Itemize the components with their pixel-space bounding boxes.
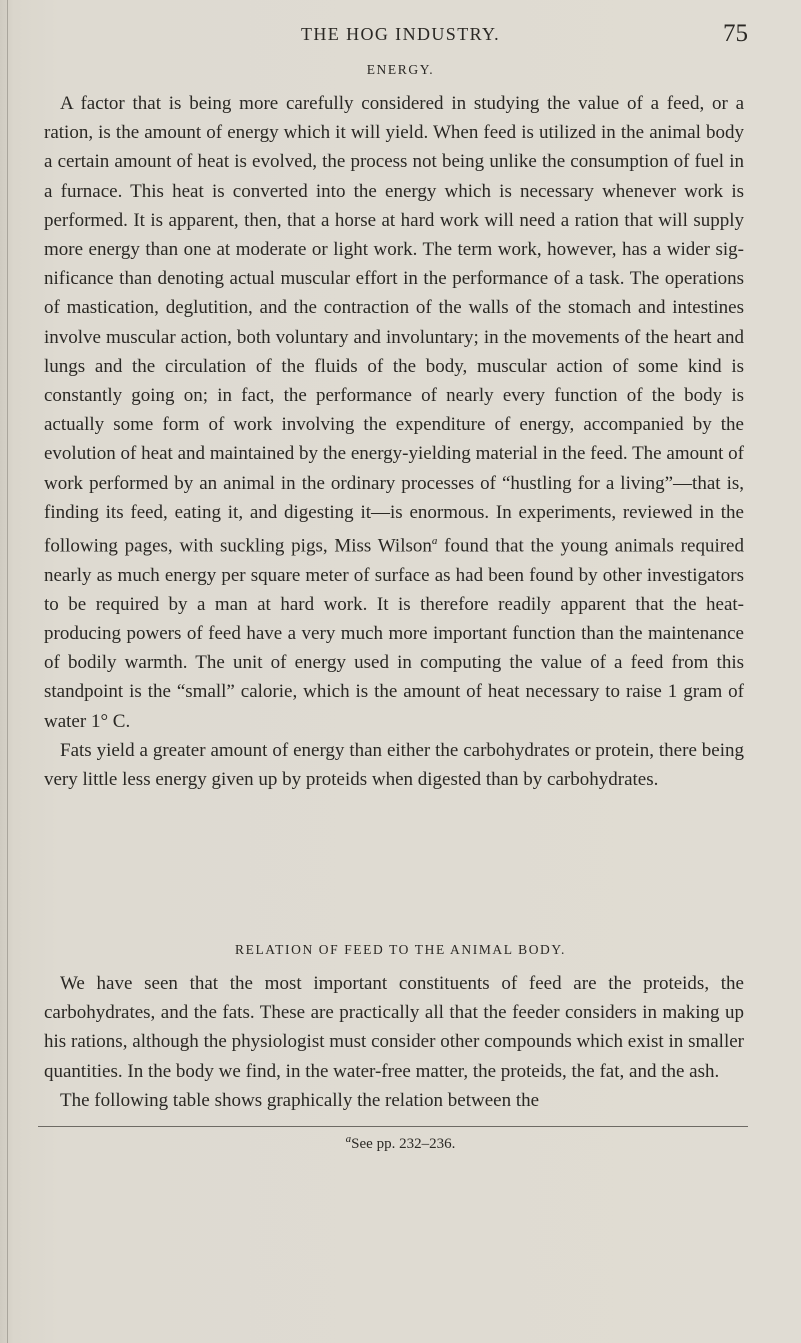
section-heading-relation: RELATION OF FEED TO THE ANIMAL BODY. xyxy=(235,942,566,957)
footnote xyxy=(0,1133,801,1153)
footnote-divider xyxy=(38,1126,748,1127)
paragraph-text-continued: found that the young animals required nearly as much energy per square meter of surface as had been found by other investigators to be required by a man at hard work. It is therefore readily apparent that the heat-producing powers of feed have a very much more important function than the maintenance of bodily warmth. The unit of energy used in computing the value of a feed from this standpoint is the “small” calorie, which is the amount of heat necessary to raise 1 gram of water 1° C. xyxy=(44,535,744,732)
paragraph xyxy=(44,89,744,736)
section-heading-energy: ENERGY. xyxy=(366,62,435,77)
footnote-marker: a xyxy=(345,1133,352,1145)
paragraph: We have seen that the most important constituents of feed are the proteids, the carbohydrates, and the fats. These are practically all that the feeder considers in making up his rations, although the physiologist must consider other compounds which exist in smaller quantities. In the body we find, in the water-free matter, the proteids, the fat, and the ash. xyxy=(44,973,744,1082)
paragraph-text: A factor that is being more carefully considered in studying the value of a feed, or a ration, is the amount of energy which it will yield. When feed is utilized in the animal body a certain amount of heat is evolved, the process not being unlike the consumption of fuel in a furnace. This heat is converted into the energy which is necessary whenever work is performed. It is apparent, then, that a horse at hard work will need a ration that will supply more energy than one at moderate or light work. The term work, however, has a wider significance than denoting actual muscular effort in the performance of a task. The operations of mastication, deglutition, and the contraction of the walls of the stomach and intestines involve muscular action, both voluntary and involuntary; in the movements of the heart and lungs and the circulation of the fluids of the body, muscular action of some kind is constantly going on; in fact, the performance of nearly every function of the body is actually some form of work involving the expenditure of energy, accompanied by the evolution of heat and maintained by the energy-yielding material in the feed. The amount of work performed by an animal in the ordinary processes of “hustling for a living”—that is, finding its feed, eating it, and digesting it—is enormous. In experiments, reviewed in the following pages, with suckling pigs, Miss Wilson xyxy=(44,93,744,557)
footnote-reference: a xyxy=(431,535,438,548)
paragraph: Fats yield a greater amount of energy than either the carbohydrates or protein, there being very little less energy given up by proteids when digested than by carbohydrates. xyxy=(44,739,744,790)
page-header xyxy=(0,22,801,52)
section-body-energy xyxy=(44,89,744,899)
page-number: 75 xyxy=(723,20,748,47)
footnote-text: See pp. 232–236. xyxy=(351,1136,456,1152)
paragraph: The following table shows graphically the relation between the xyxy=(60,1089,540,1111)
running-head: THE HOG INDUSTRY. xyxy=(301,24,500,44)
section-body-relation xyxy=(44,969,744,1119)
